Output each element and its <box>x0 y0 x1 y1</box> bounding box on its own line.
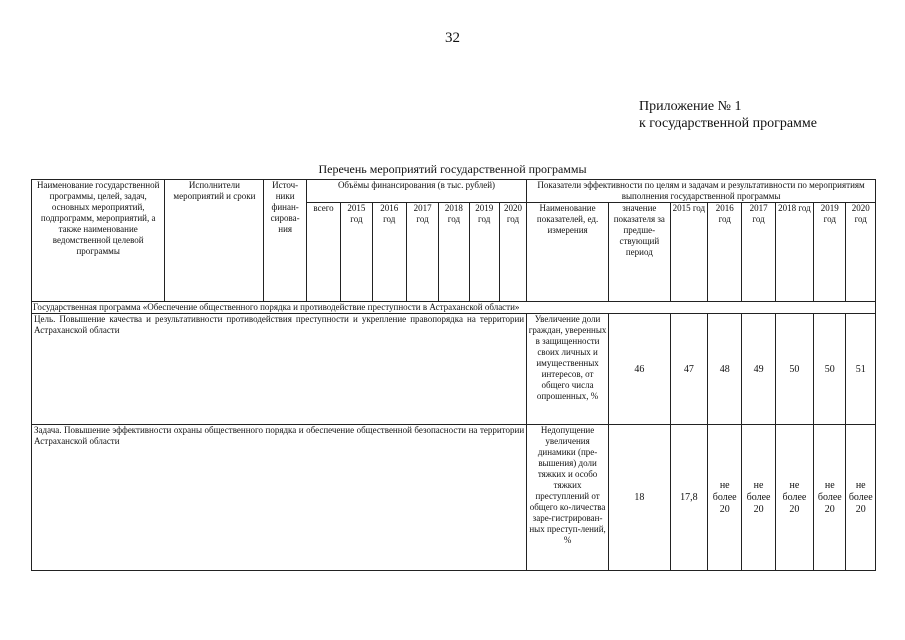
header-name: Наименование государственной программы, целей, задач, основных мероприятий, подпрограмм, мероприятий, а также наименование ведомственной целевой программы <box>32 180 165 302</box>
goal-text: Цель. Повышение качества и результативности противодействия преступности и укрепление правопорядка на территории Астраханской области <box>32 314 527 425</box>
header-indicators-group: Показатели эффективности по целям и задачам и результативности по мероприятиям выполнения государственной программы <box>527 180 876 203</box>
goal-value: 51 <box>846 314 876 425</box>
task-text: Задача. Повышение эффективности охраны общественного порядка и обеспечение общественной безопасности на территории Астраханской области <box>32 425 527 571</box>
header-row-1 <box>32 180 876 203</box>
task-value: не более 20 <box>708 425 742 571</box>
goal-value: 50 <box>775 314 813 425</box>
header-funding-year: 2018 год <box>439 203 469 302</box>
header-indicator-year: 2015 год <box>670 203 707 302</box>
header-indicator-name: Наименование показателей, ед. измерения <box>527 203 609 302</box>
task-value: не более 20 <box>775 425 813 571</box>
appendix-line-2: к государственной программе <box>639 116 817 131</box>
goal-value: 49 <box>742 314 775 425</box>
task-value: не более 20 <box>846 425 876 571</box>
header-indicator-year: 2020 год <box>846 203 876 302</box>
header-funding-year: 2020 год <box>499 203 526 302</box>
goal-value: 47 <box>670 314 707 425</box>
header-funding-year: 2016 год <box>372 203 406 302</box>
task-value: 17,8 <box>670 425 707 571</box>
header-funding-group: Объёмы финансирования (в тыс. рублей) <box>306 180 526 203</box>
header-funding-year: 2017 год <box>406 203 438 302</box>
page-number: 32 <box>445 30 460 46</box>
goal-value: 50 <box>814 314 846 425</box>
header-indicator-year: 2018 год <box>775 203 813 302</box>
header-indicator-prev: значение показателя за предше-ствующий период <box>609 203 671 302</box>
header-funding-year: 2019 год <box>469 203 499 302</box>
appendix-block <box>639 98 817 132</box>
goal-row <box>32 314 876 425</box>
goal-value: 48 <box>708 314 742 425</box>
header-funding-total: всего <box>306 203 340 302</box>
header-indicator-year: 2016 год <box>708 203 742 302</box>
header-executors: Исполнители мероприятий и сроки <box>165 180 264 302</box>
task-indicator: Недопущение увеличения динамики (пре-вышения) доли тяжких и особо тяжких преступлений от общего ко-личества заре-гистрирован-ных преступ-лений, % <box>527 425 609 571</box>
header-funding-year: 2015 год <box>341 203 372 302</box>
header-indicator-year: 2019 год <box>814 203 846 302</box>
list-title: Перечень мероприятий государственной программы <box>318 162 587 176</box>
measures-table <box>31 179 876 571</box>
goal-indicator: Увеличение доли граждан, уверенных в защищенности своих личных и имущественных интересов, от общего числа опрошенных, % <box>527 314 609 425</box>
goal-prev-value: 46 <box>609 314 671 425</box>
header-sources: Источ-ники финан-сирова-ния <box>264 180 306 302</box>
task-prev-value: 18 <box>609 425 671 571</box>
appendix-line-1: Приложение № 1 <box>639 99 742 114</box>
program-title: Государственная программа «Обеспечение общественного порядка и противодействие преступности в Астраханской области» <box>32 302 876 314</box>
header-indicator-year: 2017 год <box>742 203 775 302</box>
task-value: не более 20 <box>814 425 846 571</box>
task-value: не более 20 <box>742 425 775 571</box>
program-row <box>32 302 876 314</box>
task-row <box>32 425 876 571</box>
